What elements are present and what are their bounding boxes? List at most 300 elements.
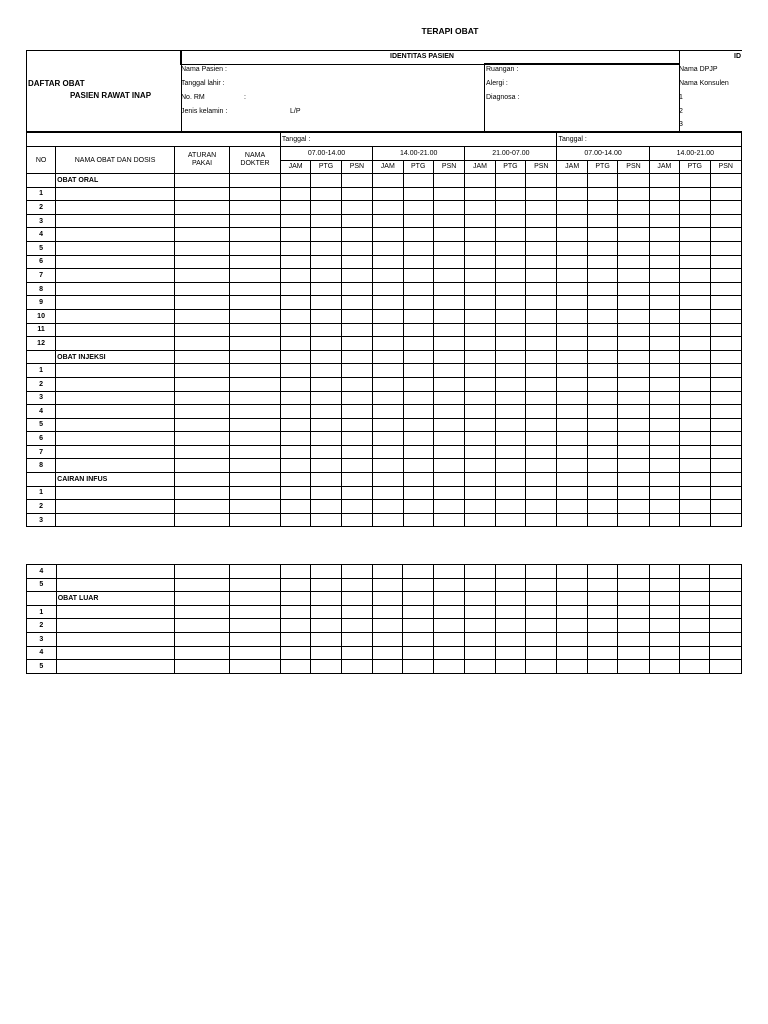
entry-cell[interactable]: [174, 459, 229, 473]
entry-cell[interactable]: [526, 282, 557, 296]
entry-cell[interactable]: [557, 255, 587, 269]
entry-cell[interactable]: [230, 619, 280, 633]
entry-cell[interactable]: [230, 269, 281, 283]
entry-cell[interactable]: [341, 459, 372, 473]
entry-cell[interactable]: [495, 445, 525, 459]
entry-cell[interactable]: [373, 282, 403, 296]
entry-cell[interactable]: [280, 255, 310, 269]
entry-cell[interactable]: [373, 432, 403, 446]
entry-cell[interactable]: [56, 296, 175, 310]
entry-cell[interactable]: [557, 364, 587, 378]
entry-cell[interactable]: [526, 377, 557, 391]
entry-cell[interactable]: [649, 445, 679, 459]
entry-cell[interactable]: [557, 500, 587, 514]
entry-cell[interactable]: [587, 377, 617, 391]
entry-cell[interactable]: [495, 459, 525, 473]
entry-cell[interactable]: [587, 255, 617, 269]
entry-cell[interactable]: [341, 405, 372, 419]
entry-cell[interactable]: [557, 418, 587, 432]
entry-cell[interactable]: [433, 445, 464, 459]
entry-cell[interactable]: [56, 565, 175, 579]
entry-cell[interactable]: [403, 605, 433, 619]
entry-cell[interactable]: [433, 605, 464, 619]
entry-cell[interactable]: [280, 241, 310, 255]
entry-cell[interactable]: [373, 486, 403, 500]
entry-cell[interactable]: [710, 269, 742, 283]
entry-cell[interactable]: [526, 660, 557, 674]
entry-cell[interactable]: [649, 296, 679, 310]
entry-cell[interactable]: [587, 565, 617, 579]
entry-cell[interactable]: [230, 486, 281, 500]
entry-cell[interactable]: [557, 337, 587, 351]
entry-cell[interactable]: [373, 214, 403, 228]
entry-cell[interactable]: [311, 323, 341, 337]
entry-cell[interactable]: [649, 632, 679, 646]
entry-cell[interactable]: [230, 578, 280, 592]
entry-cell[interactable]: [495, 269, 525, 283]
entry-cell[interactable]: [649, 432, 679, 446]
entry-cell[interactable]: [526, 500, 557, 514]
entry-cell[interactable]: [680, 228, 710, 242]
entry-cell[interactable]: [680, 296, 710, 310]
entry-cell[interactable]: [465, 513, 495, 527]
entry-cell[interactable]: [587, 578, 617, 592]
entry-cell[interactable]: [495, 296, 525, 310]
entry-cell[interactable]: [710, 486, 742, 500]
entry-cell[interactable]: [587, 445, 617, 459]
entry-cell[interactable]: [341, 445, 372, 459]
entry-cell[interactable]: [618, 337, 649, 351]
entry-cell[interactable]: [649, 269, 679, 283]
entry-cell[interactable]: [495, 660, 525, 674]
entry-cell[interactable]: [557, 646, 587, 660]
entry-cell[interactable]: [433, 632, 464, 646]
entry-cell[interactable]: [311, 391, 341, 405]
entry-cell[interactable]: [433, 619, 464, 633]
entry-cell[interactable]: [280, 486, 310, 500]
entry-cell[interactable]: [311, 187, 341, 201]
entry-cell[interactable]: [526, 578, 557, 592]
entry-cell[interactable]: [174, 418, 229, 432]
entry-cell[interactable]: [680, 445, 710, 459]
entry-cell[interactable]: [311, 309, 341, 323]
entry-cell[interactable]: [56, 418, 175, 432]
entry-cell[interactable]: [174, 391, 229, 405]
entry-cell[interactable]: [710, 214, 742, 228]
entry-cell[interactable]: [465, 459, 495, 473]
entry-cell[interactable]: [495, 619, 525, 633]
entry-cell[interactable]: [587, 646, 617, 660]
entry-cell[interactable]: [373, 309, 403, 323]
entry-cell[interactable]: [433, 500, 464, 514]
entry-cell[interactable]: [680, 486, 710, 500]
entry-cell[interactable]: [495, 282, 525, 296]
entry-cell[interactable]: [341, 632, 372, 646]
entry-cell[interactable]: [433, 646, 464, 660]
entry-cell[interactable]: [618, 323, 649, 337]
entry-cell[interactable]: [680, 337, 710, 351]
entry-cell[interactable]: [56, 486, 175, 500]
entry-cell[interactable]: [280, 660, 310, 674]
entry-cell[interactable]: [618, 605, 649, 619]
entry-cell[interactable]: [495, 228, 525, 242]
entry-cell[interactable]: [403, 486, 433, 500]
entry-cell[interactable]: [373, 377, 403, 391]
entry-cell[interactable]: [433, 565, 464, 579]
entry-cell[interactable]: [341, 619, 372, 633]
entry-cell[interactable]: [341, 296, 372, 310]
entry-cell[interactable]: [465, 337, 495, 351]
entry-cell[interactable]: [587, 228, 617, 242]
entry-cell[interactable]: [230, 323, 281, 337]
entry-cell[interactable]: [587, 486, 617, 500]
entry-cell[interactable]: [174, 282, 229, 296]
entry-cell[interactable]: [341, 187, 372, 201]
entry-cell[interactable]: [587, 418, 617, 432]
entry-cell[interactable]: [465, 565, 495, 579]
entry-cell[interactable]: [465, 187, 495, 201]
entry-cell[interactable]: [649, 513, 679, 527]
entry-cell[interactable]: [230, 418, 281, 432]
entry-cell[interactable]: [230, 364, 281, 378]
entry-cell[interactable]: [649, 459, 679, 473]
entry-cell[interactable]: [56, 619, 175, 633]
entry-cell[interactable]: [649, 201, 679, 215]
entry-cell[interactable]: [526, 364, 557, 378]
entry-cell[interactable]: [495, 578, 525, 592]
entry-cell[interactable]: [587, 432, 617, 446]
entry-cell[interactable]: [618, 445, 649, 459]
entry-cell[interactable]: [557, 459, 587, 473]
entry-cell[interactable]: [56, 405, 175, 419]
entry-cell[interactable]: [710, 513, 742, 527]
entry-cell[interactable]: [373, 500, 403, 514]
entry-cell[interactable]: [710, 405, 742, 419]
entry-cell[interactable]: [557, 282, 587, 296]
entry-cell[interactable]: [526, 309, 557, 323]
entry-cell[interactable]: [280, 619, 310, 633]
entry-cell[interactable]: [710, 296, 742, 310]
entry-cell[interactable]: [311, 418, 341, 432]
entry-cell[interactable]: [618, 241, 649, 255]
entry-cell[interactable]: [311, 578, 341, 592]
entry-cell[interactable]: [557, 187, 587, 201]
entry-cell[interactable]: [372, 632, 402, 646]
entry-cell[interactable]: [649, 255, 679, 269]
entry-cell[interactable]: [465, 309, 495, 323]
entry-cell[interactable]: [403, 619, 433, 633]
entry-cell[interactable]: [495, 187, 525, 201]
entry-cell[interactable]: [526, 486, 557, 500]
entry-cell[interactable]: [587, 269, 617, 283]
entry-cell[interactable]: [495, 214, 525, 228]
entry-cell[interactable]: [618, 201, 649, 215]
entry-cell[interactable]: [403, 459, 433, 473]
entry-cell[interactable]: [56, 201, 175, 215]
entry-cell[interactable]: [311, 619, 341, 633]
entry-cell[interactable]: [175, 578, 230, 592]
entry-cell[interactable]: [680, 282, 710, 296]
entry-cell[interactable]: [649, 228, 679, 242]
entry-cell[interactable]: [680, 269, 710, 283]
entry-cell[interactable]: [311, 565, 341, 579]
entry-cell[interactable]: [230, 500, 281, 514]
entry-cell[interactable]: [618, 255, 649, 269]
entry-cell[interactable]: [587, 282, 617, 296]
entry-cell[interactable]: [587, 619, 617, 633]
entry-cell[interactable]: [373, 241, 403, 255]
entry-cell[interactable]: [649, 660, 679, 674]
entry-cell[interactable]: [618, 632, 649, 646]
entry-cell[interactable]: [465, 391, 495, 405]
entry-cell[interactable]: [341, 309, 372, 323]
entry-cell[interactable]: [230, 377, 281, 391]
entry-cell[interactable]: [230, 405, 281, 419]
entry-cell[interactable]: [465, 255, 495, 269]
entry-cell[interactable]: [341, 660, 372, 674]
entry-cell[interactable]: [174, 432, 229, 446]
entry-cell[interactable]: [649, 391, 679, 405]
entry-cell[interactable]: [526, 632, 557, 646]
entry-cell[interactable]: [403, 578, 433, 592]
entry-cell[interactable]: [710, 323, 742, 337]
entry-cell[interactable]: [710, 500, 742, 514]
entry-cell[interactable]: [526, 405, 557, 419]
entry-cell[interactable]: [680, 646, 710, 660]
entry-cell[interactable]: [403, 377, 433, 391]
entry-cell[interactable]: [557, 296, 587, 310]
entry-cell[interactable]: [403, 201, 433, 215]
entry-cell[interactable]: [433, 459, 464, 473]
entry-cell[interactable]: [174, 364, 229, 378]
entry-cell[interactable]: [465, 405, 495, 419]
entry-cell[interactable]: [680, 405, 710, 419]
entry-cell[interactable]: [341, 646, 372, 660]
entry-cell[interactable]: [587, 201, 617, 215]
entry-cell[interactable]: [433, 255, 464, 269]
entry-cell[interactable]: [680, 432, 710, 446]
entry-cell[interactable]: [311, 486, 341, 500]
entry-cell[interactable]: [680, 605, 710, 619]
entry-cell[interactable]: [465, 500, 495, 514]
entry-cell[interactable]: [649, 187, 679, 201]
entry-cell[interactable]: [280, 432, 310, 446]
entry-cell[interactable]: [230, 296, 281, 310]
entry-cell[interactable]: [280, 337, 310, 351]
entry-cell[interactable]: [495, 391, 525, 405]
entry-cell[interactable]: [495, 500, 525, 514]
entry-cell[interactable]: [174, 486, 229, 500]
entry-cell[interactable]: [433, 187, 464, 201]
entry-cell[interactable]: [403, 391, 433, 405]
entry-cell[interactable]: [710, 309, 742, 323]
entry-cell[interactable]: [649, 214, 679, 228]
entry-cell[interactable]: [174, 513, 229, 527]
entry-cell[interactable]: [526, 459, 557, 473]
entry-cell[interactable]: [465, 445, 495, 459]
entry-cell[interactable]: [403, 337, 433, 351]
entry-cell[interactable]: [433, 201, 464, 215]
entry-cell[interactable]: [710, 282, 742, 296]
entry-cell[interactable]: [618, 500, 649, 514]
entry-cell[interactable]: [587, 513, 617, 527]
entry-cell[interactable]: [710, 632, 742, 646]
entry-cell[interactable]: [230, 432, 281, 446]
entry-cell[interactable]: [526, 255, 557, 269]
entry-cell[interactable]: [680, 187, 710, 201]
entry-cell[interactable]: [587, 296, 617, 310]
entry-cell[interactable]: [433, 391, 464, 405]
entry-cell[interactable]: [311, 241, 341, 255]
entry-cell[interactable]: [174, 377, 229, 391]
entry-cell[interactable]: [311, 364, 341, 378]
entry-cell[interactable]: [465, 201, 495, 215]
entry-cell[interactable]: [372, 565, 402, 579]
entry-cell[interactable]: [680, 513, 710, 527]
entry-cell[interactable]: [526, 241, 557, 255]
entry-cell[interactable]: [56, 187, 175, 201]
entry-cell[interactable]: [403, 565, 433, 579]
entry-cell[interactable]: [56, 391, 175, 405]
entry-cell[interactable]: [618, 513, 649, 527]
entry-cell[interactable]: [403, 445, 433, 459]
entry-cell[interactable]: [341, 605, 372, 619]
entry-cell[interactable]: [341, 269, 372, 283]
entry-cell[interactable]: [618, 432, 649, 446]
entry-cell[interactable]: [403, 513, 433, 527]
entry-cell[interactable]: [403, 228, 433, 242]
entry-cell[interactable]: [587, 323, 617, 337]
entry-cell[interactable]: [280, 228, 310, 242]
entry-cell[interactable]: [618, 269, 649, 283]
entry-cell[interactable]: [680, 459, 710, 473]
entry-cell[interactable]: [311, 513, 341, 527]
entry-cell[interactable]: [710, 565, 742, 579]
entry-cell[interactable]: [230, 660, 280, 674]
entry-cell[interactable]: [495, 323, 525, 337]
entry-cell[interactable]: [618, 364, 649, 378]
entry-cell[interactable]: [175, 660, 230, 674]
entry-cell[interactable]: [311, 269, 341, 283]
entry-cell[interactable]: [372, 578, 402, 592]
entry-cell[interactable]: [618, 619, 649, 633]
entry-cell[interactable]: [680, 201, 710, 215]
entry-cell[interactable]: [341, 214, 372, 228]
entry-cell[interactable]: [433, 486, 464, 500]
entry-cell[interactable]: [465, 282, 495, 296]
entry-cell[interactable]: [618, 296, 649, 310]
entry-cell[interactable]: [341, 500, 372, 514]
entry-cell[interactable]: [710, 660, 742, 674]
entry-cell[interactable]: [495, 255, 525, 269]
entry-cell[interactable]: [618, 459, 649, 473]
entry-cell[interactable]: [341, 282, 372, 296]
entry-cell[interactable]: [311, 377, 341, 391]
entry-cell[interactable]: [341, 323, 372, 337]
entry-cell[interactable]: [341, 391, 372, 405]
entry-cell[interactable]: [311, 296, 341, 310]
entry-cell[interactable]: [587, 364, 617, 378]
entry-cell[interactable]: [230, 646, 280, 660]
entry-cell[interactable]: [56, 432, 175, 446]
entry-cell[interactable]: [557, 605, 587, 619]
entry-cell[interactable]: [495, 646, 525, 660]
entry-cell[interactable]: [230, 214, 281, 228]
entry-cell[interactable]: [373, 323, 403, 337]
entry-cell[interactable]: [649, 486, 679, 500]
entry-cell[interactable]: [618, 578, 649, 592]
entry-cell[interactable]: [618, 187, 649, 201]
entry-cell[interactable]: [649, 405, 679, 419]
entry-cell[interactable]: [557, 391, 587, 405]
entry-cell[interactable]: [372, 646, 402, 660]
entry-cell[interactable]: [526, 323, 557, 337]
entry-cell[interactable]: [433, 337, 464, 351]
entry-cell[interactable]: [311, 201, 341, 215]
entry-cell[interactable]: [557, 323, 587, 337]
entry-cell[interactable]: [433, 418, 464, 432]
entry-cell[interactable]: [433, 228, 464, 242]
entry-cell[interactable]: [373, 391, 403, 405]
entry-cell[interactable]: [587, 500, 617, 514]
entry-cell[interactable]: [495, 418, 525, 432]
entry-cell[interactable]: [311, 337, 341, 351]
entry-cell[interactable]: [587, 309, 617, 323]
entry-cell[interactable]: [174, 445, 229, 459]
entry-cell[interactable]: [618, 377, 649, 391]
entry-cell[interactable]: [56, 578, 175, 592]
entry-cell[interactable]: [433, 269, 464, 283]
entry-cell[interactable]: [680, 391, 710, 405]
entry-cell[interactable]: [403, 418, 433, 432]
entry-cell[interactable]: [587, 187, 617, 201]
entry-cell[interactable]: [311, 282, 341, 296]
entry-cell[interactable]: [403, 323, 433, 337]
entry-cell[interactable]: [526, 269, 557, 283]
entry-cell[interactable]: [373, 228, 403, 242]
entry-cell[interactable]: [403, 660, 433, 674]
entry-cell[interactable]: [680, 660, 710, 674]
entry-cell[interactable]: [680, 255, 710, 269]
entry-cell[interactable]: [526, 337, 557, 351]
entry-cell[interactable]: [174, 255, 229, 269]
entry-cell[interactable]: [175, 619, 230, 633]
entry-cell[interactable]: [174, 309, 229, 323]
entry-cell[interactable]: [433, 364, 464, 378]
entry-cell[interactable]: [56, 377, 175, 391]
entry-cell[interactable]: [280, 418, 310, 432]
entry-cell[interactable]: [465, 228, 495, 242]
entry-cell[interactable]: [710, 377, 742, 391]
entry-cell[interactable]: [465, 364, 495, 378]
entry-cell[interactable]: [311, 646, 341, 660]
entry-cell[interactable]: [465, 241, 495, 255]
entry-cell[interactable]: [56, 309, 175, 323]
entry-cell[interactable]: [341, 337, 372, 351]
entry-cell[interactable]: [587, 459, 617, 473]
entry-cell[interactable]: [372, 660, 402, 674]
entry-cell[interactable]: [495, 201, 525, 215]
entry-cell[interactable]: [526, 418, 557, 432]
entry-cell[interactable]: [341, 578, 372, 592]
entry-cell[interactable]: [341, 201, 372, 215]
entry-cell[interactable]: [280, 269, 310, 283]
entry-cell[interactable]: [433, 309, 464, 323]
entry-cell[interactable]: [230, 391, 281, 405]
entry-cell[interactable]: [526, 605, 557, 619]
entry-cell[interactable]: [618, 391, 649, 405]
entry-cell[interactable]: [495, 364, 525, 378]
